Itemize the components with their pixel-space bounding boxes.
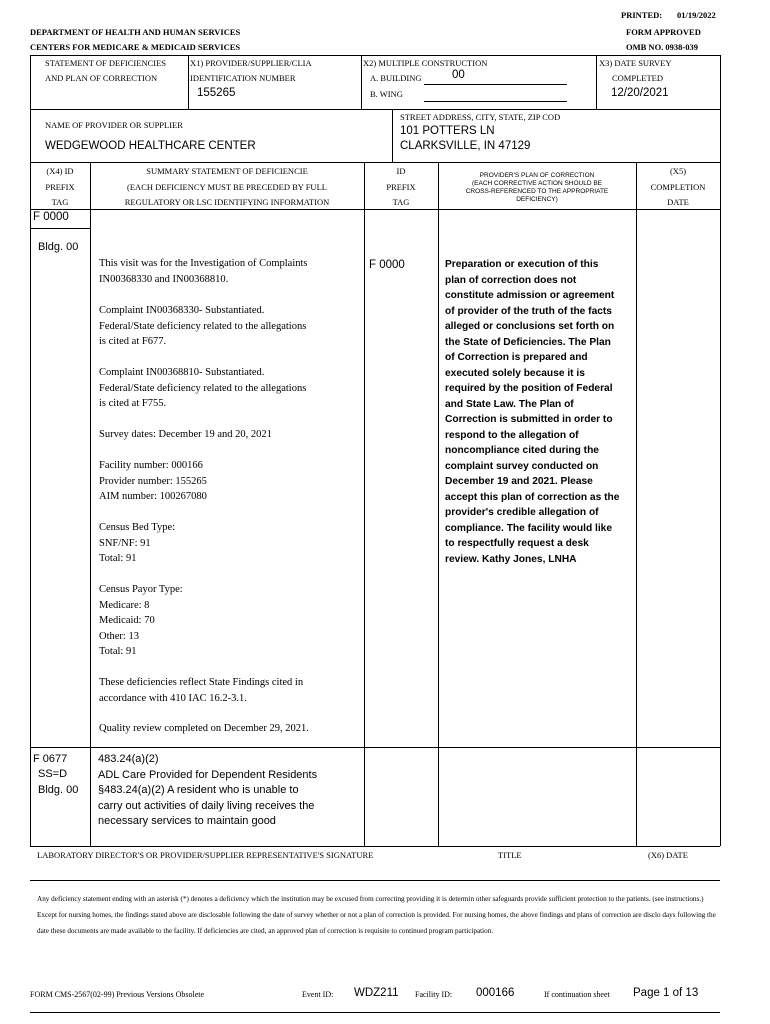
provider-name: WEDGEWOOD HEALTHCARE CENTER [45, 140, 256, 152]
continuation-label: If continuation sheet [544, 990, 610, 999]
x2-label: X2) MULTIPLE CONSTRUCTION [363, 58, 488, 68]
disclaimer-text: Any deficiency statement ending with an asterisk (*) denotes a deficiency which the institution may be excused from correcting providing it is determin other safeguards provide sufficient protection to the patients. (see instructions.) Except for nursing homes, the findings stated above are disclosable following the date of survey whether or not a plan of correction is provided. For nursing homes, the above findings and plans of correction are disclo days following the date these documents are made available to the facility. If deficiencies are cited, an approved plan of correction is requisite to continued program participation. [37, 895, 716, 935]
bldg-label: Bldg. 00 [38, 241, 79, 253]
summary-paragraph-2: Complaint IN00368330- Substantiated. Federal/State deficiency related to the allegations is cited at F677. [99, 305, 307, 347]
plan-label: AND PLAN OF CORRECTION [45, 73, 158, 83]
x3-label: X3) DATE SURVEY [599, 58, 672, 68]
x4-id-label: (X4) ID [46, 166, 74, 176]
summary-paragraph-1: This visit was for the Investigation of Complaints IN00368330 and IN00368810. [99, 258, 308, 285]
survey-date: 12/20/2021 [611, 87, 669, 99]
summary-paragraph-3: Complaint IN00368810- Substantiated. Federal/State deficiency related to the allegations is cited at F755. [99, 367, 307, 409]
address-line2: CLARKSVILLE, IN 47129 [400, 140, 531, 152]
address-line1: 101 POTTERS LN [400, 125, 495, 137]
summary-paragraph-9: Quality review completed on December 29, 2021. [99, 723, 309, 734]
bldg-label-2: Bldg. 00 [38, 784, 79, 796]
provider-number: 155265 [197, 87, 236, 99]
department-title: DEPARTMENT OF HEALTH AND HUMAN SERVICES [30, 27, 241, 37]
scope-severity: SS=D [38, 768, 68, 780]
wing-label: B. WING [370, 89, 403, 99]
f677-text: 483.24(a)(2) ADL Care Provided for Dependent Residents §483.24(a)(2) A resident who is unable to carry out activities of daily living receives the necessary services to maintain good [98, 753, 318, 827]
statement-label: STATEMENT OF DEFICIENCIES [45, 58, 167, 68]
id-label: ID [396, 166, 406, 176]
id-prefix-label: PREFIX [386, 182, 416, 192]
summary-paragraph-4: Survey dates: December 19 and 20, 2021 [99, 429, 272, 440]
printed-date: 01/19/2022 [677, 10, 716, 20]
plan-of-correction: Preparation or execution of this plan of correction does not constitute admission or agreement of provider of the truth of the facts alleged or conclusions set forth on the State of Deficiencies. The Plan of Correction is prepared and executed solely because it is required by the position of Federal and State Law. The Plan of Correction is submitted in order to respond to the allegation of noncompliance cited during the complaint survey conducted on December 19 and 2021. Please accept this plan of correction as the provider's credible allegation of compliance. The facility would like to respectfully request a desk review. Kathy Jones, LNHA [445, 259, 620, 565]
summary-header-3: REGULATORY OR LSC IDENTIFYING INFORMATION [124, 197, 330, 207]
summary-paragraph-5: Facility number: 000166 Provider number: 155265 AIM number: 100267080 [99, 460, 207, 502]
omb-number: OMB NO. 0938-039 [626, 42, 699, 52]
right-tag-f0000: F 0000 [369, 259, 405, 271]
x5-completion-label: COMPLETION [650, 182, 706, 192]
summary-paragraph-6: Census Bed Type: SNF/NF: 91 Total: 91 [99, 522, 176, 564]
form-approved: FORM APPROVED [626, 27, 701, 37]
x5-date-label: DATE [667, 197, 689, 207]
x5-label: (X5) [669, 166, 687, 176]
x6-date-label: (X6) DATE [648, 850, 688, 860]
poc-header-1: PROVIDER'S PLAN OF CORRECTION [479, 172, 595, 179]
event-id: WDZ211 [354, 987, 399, 999]
address-label: STREET ADDRESS, CITY, STATE, ZIP COD [400, 112, 561, 122]
centers-title: CENTERS FOR MEDICARE & MEDICAID SERVICES [30, 42, 241, 52]
x4-prefix-label: PREFIX [45, 182, 75, 192]
signature-label: LABORATORY DIRECTOR'S OR PROVIDER/SUPPLIER REPRESENTATIVE'S SIGNATURE [37, 850, 374, 860]
facility-id: 000166 [476, 987, 515, 999]
poc-header-2: (EACH CORRECTIVE ACTION SHOULD BE [471, 180, 603, 187]
x4-tag-label: TAG [51, 197, 69, 207]
summary-paragraph-7: Census Payor Type: Medicare: 8 Medicaid: 70 Other: 13 Total: 91 [99, 584, 183, 657]
tag-f0000: F 0000 [33, 211, 69, 223]
id-tag-label: TAG [392, 197, 410, 207]
form-number: FORM CMS-2567(02-99) Previous Versions Obsolete [30, 990, 205, 999]
building-label: A. BUILDING [370, 73, 422, 83]
x1-sublabel: IDENTIFICATION NUMBER [190, 73, 296, 83]
poc-header-3: CROSS-REFERENCED TO THE APPROPRIATE [465, 188, 609, 195]
summary-header-1: SUMMARY STATEMENT OF DEFICIENCIE [146, 166, 308, 176]
tag-f0677: F 0677 [33, 753, 68, 765]
provider-name-label: NAME OF PROVIDER OR SUPPLIER [45, 120, 183, 130]
event-id-label: Event ID: [302, 990, 334, 999]
printed-label: PRINTED: [621, 10, 663, 20]
summary-header-2: (EACH DEFICIENCY MUST BE PRECEDED BY FULL [127, 182, 327, 192]
building-value: 00 [452, 69, 465, 81]
x1-label: X1) PROVIDER/SUPPLIER/CLIA [190, 58, 312, 68]
facility-id-label: Facility ID: [415, 990, 453, 999]
poc-header-4: DEFICIENCY) [516, 196, 558, 203]
summary-paragraph-8: These deficiencies reflect State Findings cited in accordance with 410 IAC 16.2-3.1. [99, 677, 304, 704]
page-number: Page 1 of 13 [633, 987, 699, 999]
title-label: TITLE [498, 850, 522, 860]
x3-sublabel: COMPLETED [612, 73, 663, 83]
